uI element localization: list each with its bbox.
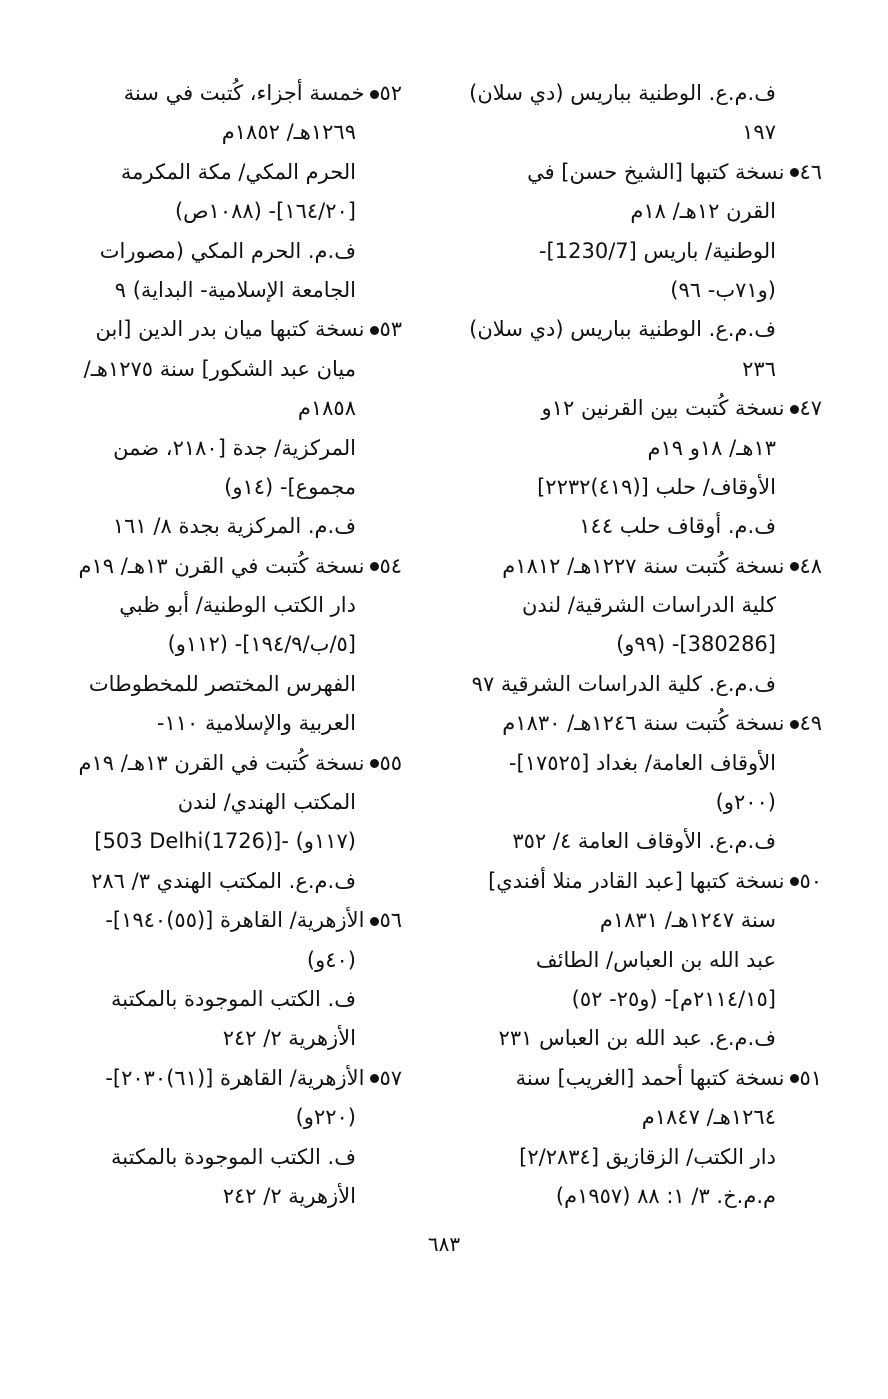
line-text: مجموع]- (١٤و): [224, 474, 356, 499]
left-column: [62, 74, 402, 1216]
line-text: القرن ١٢هـ/ ١٨م: [630, 199, 776, 224]
text-line: [462, 429, 822, 468]
text-line: [62, 783, 402, 822]
text-line: [462, 507, 822, 546]
text-line: [62, 586, 402, 625]
text-line: [62, 1138, 402, 1177]
text-line: [62, 232, 402, 271]
entry-number: ٤٨: [799, 553, 822, 578]
bullet-icon: [370, 759, 379, 768]
text-line: [62, 1177, 402, 1216]
line-text: سنة ١٢٤٧هـ/ ١٨٣١م: [599, 908, 776, 933]
entry-line: [62, 744, 402, 783]
text-line: [462, 744, 822, 783]
entry-line: [62, 901, 402, 940]
text-line: [62, 429, 402, 468]
line-text: ١٢٦٩هـ/ ١٨٥٢م: [221, 120, 356, 145]
text-line: [62, 350, 402, 389]
entry-number: ٥٠: [799, 868, 822, 893]
line-text: نسخة كتبها [عبد القادر منلا أفندي]: [488, 868, 785, 893]
line-text: ١٣هـ/ ١٨و ١٩م: [647, 435, 776, 460]
text-line: [462, 625, 822, 664]
text-line: [462, 941, 822, 980]
line-text: نسخة كُتبت في القرن ١٣هـ/ ١٩م: [78, 750, 365, 775]
line-text: الأزهرية/ القاهرة [(٦١)٢٠٣٠]-: [105, 1065, 365, 1090]
entry-line: [462, 1059, 822, 1098]
text-line: [62, 980, 402, 1019]
text-line: [62, 389, 402, 428]
text-line: [62, 1019, 402, 1058]
line-text: دار الكتب/ الزقازيق [٢/٢٨٣٤]: [519, 1144, 776, 1169]
text-line: [62, 941, 402, 980]
line-text: نسخة كتبها أحمد [الغريب] سنة: [515, 1065, 785, 1090]
line-text: [380286]- (٩٩و): [616, 632, 776, 657]
text-line: [462, 783, 822, 822]
text-line: [462, 586, 822, 625]
text-line: [462, 1177, 822, 1216]
entry-line: [462, 704, 822, 743]
line-text: ١٨٥٨م: [297, 396, 356, 421]
entry-line: [62, 1059, 402, 1098]
text-line: [462, 271, 822, 310]
line-text: ف. الكتب الموجودة بالمكتبة: [111, 1144, 356, 1169]
text-line: [62, 1098, 402, 1137]
entry-line: [462, 153, 822, 192]
text-line: [62, 271, 402, 310]
line-text: الأزهرية ٢/ ٢٤٢: [222, 1026, 356, 1051]
line-text: ف.م.ع. كلية الدراسات الشرقية ٩٧: [471, 671, 776, 696]
text-line: [462, 1019, 822, 1058]
bullet-icon: [790, 877, 799, 886]
line-text: ٢٣٦: [742, 356, 776, 381]
bullet-icon: [370, 917, 379, 926]
bullet-icon: [370, 326, 379, 335]
line-text: الأوقاف/ حلب [(٤١٩)٢٢٣٢]: [537, 474, 776, 499]
entry-line: [62, 547, 402, 586]
text-line: [462, 980, 822, 1019]
entry-line: [462, 862, 822, 901]
entry-number: ٥١: [799, 1065, 822, 1090]
line-text: العربية والإسلامية ١١٠-: [156, 711, 356, 736]
text-line: [62, 153, 402, 192]
bullet-icon: [370, 90, 379, 99]
line-text: نسخة كُتبت بين القرنين ١٢و: [541, 396, 785, 421]
text-line: [62, 822, 402, 861]
text-line: [462, 192, 822, 231]
entry-number: ٥٢: [379, 81, 402, 105]
line-text: الأوقاف العامة/ بغداد [١٧٥٢٥]-: [508, 750, 776, 775]
bullet-icon: [370, 562, 379, 571]
line-text: [٢١١٤/١٥م]- (و٢٥- ٥٢): [571, 986, 776, 1011]
bullet-icon: [790, 168, 799, 177]
line-text: [٥/ب/١٩٤/٩]- (١١٢و): [167, 632, 356, 657]
line-text: نسخة كُتبت سنة ١٢٤٦هـ/ ١٨٣٠م: [502, 711, 785, 736]
line-text: المركزية/ جدة [٢١٨٠، ضمن: [113, 435, 356, 460]
line-text: ف.م. الحرم المكي (مصورات: [99, 238, 356, 263]
line-text: كلية الدراسات الشرقية/ لندن: [521, 593, 776, 618]
line-text: ف.م.ع. المكتب الهندي ٣/ ٢٨٦: [91, 868, 356, 893]
line-text: (٢٠٠و): [715, 790, 776, 815]
entry-line: [62, 310, 402, 349]
text-line: [62, 625, 402, 664]
line-text: ف.م.ع. عبد الله بن العباس ٢٣١: [498, 1026, 776, 1051]
text-line: [462, 113, 822, 152]
entry-number: ٥٥: [379, 750, 402, 775]
text-line: [462, 901, 822, 940]
line-text: الأزهرية ٢/ ٢٤٢: [222, 1183, 356, 1208]
line-text: (٢٢٠و): [295, 1105, 356, 1130]
bullet-icon: [790, 562, 799, 571]
line-text: الفهرس المختصر للمخطوطات: [88, 671, 356, 696]
line-text: (٤٠و): [306, 947, 356, 972]
entry-number: ٤٧: [799, 396, 822, 421]
text-line: [62, 113, 402, 152]
bullet-icon: [790, 405, 799, 414]
text-line: [462, 350, 822, 389]
line-text: ف.م. أوقاف حلب ١٤٤: [579, 514, 776, 539]
line-text: خمسة أجزاء، كُتبت في سنة: [123, 81, 365, 105]
entry-line: [462, 547, 822, 586]
line-text: دار الكتب الوطنية/ أبو ظبي: [119, 593, 356, 618]
text-line: [462, 1098, 822, 1137]
text-line: [462, 232, 822, 271]
bullet-icon: [370, 1074, 379, 1083]
line-text: الوطنية/ باريس [1230/7]-: [538, 238, 776, 263]
line-text: [١٦٤/٢٠]- (١٠٨٨ص): [174, 199, 356, 224]
entry-number: ٥٤: [379, 553, 402, 578]
text-line: [62, 665, 402, 704]
line-text: نسخة كُتبت في القرن ١٣هـ/ ١٩م: [78, 553, 365, 578]
text-line: [62, 862, 402, 901]
entry-number: ٤٦: [799, 159, 822, 184]
entry-line: [462, 389, 822, 428]
line-text: ف.م.ع. الوطنية بباريس (دي سلان): [469, 81, 776, 105]
text-line: [462, 468, 822, 507]
line-text: الحرم المكي/ مكة المكرمة: [120, 159, 356, 184]
line-text: ف. الكتب الموجودة بالمكتبة: [111, 986, 356, 1011]
line-text: ١٢٦٤هـ/ ١٨٤٧م: [641, 1105, 776, 1130]
bullet-icon: [790, 720, 799, 729]
entry-line: [62, 74, 402, 113]
line-text: الأزهرية/ القاهرة [(٥٥)١٩٤٠]-: [105, 908, 365, 933]
entry-number: ٥٣: [379, 317, 402, 342]
line-text: عبد الله بن العباس/ الطائف: [535, 947, 776, 972]
entry-number: ٥٧: [379, 1065, 402, 1090]
line-text: ١٩٧: [742, 120, 776, 145]
bullet-icon: [790, 1074, 799, 1083]
text-line: [62, 468, 402, 507]
line-text: ف.م.ع. الوطنية بباريس (دي سلان): [469, 317, 776, 342]
line-text: م.م.خ. ٣/ ١: ٨٨ (١٩٥٧م): [555, 1183, 776, 1208]
text-line: [462, 74, 822, 113]
line-text: الجامعة الإسلامية- البداية) ٩: [114, 277, 356, 302]
text-line: [462, 1138, 822, 1177]
line-text: نسخة كتبها ميان بدر الدين [ابن: [95, 317, 365, 342]
text-line: [62, 192, 402, 231]
entry-number: ٤٩: [799, 711, 822, 736]
line-text: [503 Delhi(1726)]- (١١٧و): [94, 829, 356, 854]
entry-number: ٥٦: [379, 908, 402, 933]
line-text: ف.م. المركزية بجدة ٨/ ١٦١: [112, 514, 356, 539]
line-text: (و٧١ب- ٩٦): [670, 277, 776, 302]
right-column: [462, 74, 822, 1216]
text-line: [462, 822, 822, 861]
page-number: ٦٨٣: [427, 1232, 461, 1256]
line-text: ميان عبد الشكور] سنة ١٢٧٥هـ/: [83, 356, 356, 381]
line-text: نسخة كُتبت سنة ١٢٢٧هـ/ ١٨١٢م: [502, 553, 785, 578]
line-text: نسخة كتبها [الشيخ حسن] في: [527, 159, 785, 184]
line-text: المكتب الهندي/ لندن: [177, 790, 356, 815]
text-line: [462, 665, 822, 704]
text-line: [462, 310, 822, 349]
text-line: [62, 507, 402, 546]
line-text: ف.م.ع. الأوقاف العامة ٤/ ٣٥٢: [512, 829, 776, 854]
text-line: [62, 704, 402, 743]
